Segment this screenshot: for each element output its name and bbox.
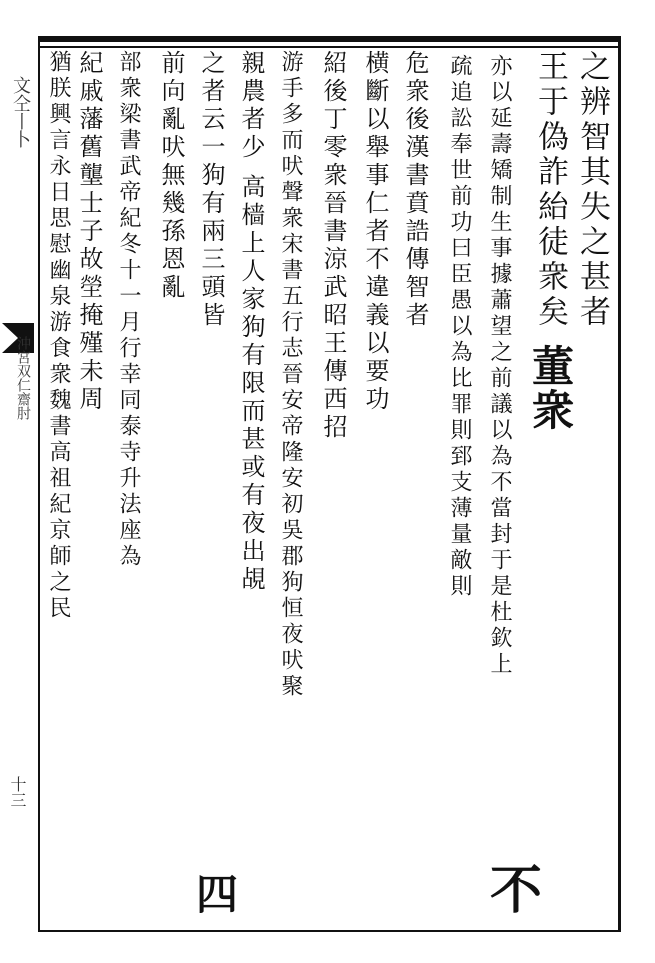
text-column bbox=[318, 50, 348, 442]
page-border-top-inner bbox=[38, 46, 620, 48]
text-column bbox=[276, 50, 304, 700]
page-border-top bbox=[38, 36, 620, 42]
note-text: 高樯上人家狗有限而甚或有夜出覘 bbox=[237, 173, 265, 594]
text-column bbox=[400, 50, 430, 330]
text-column bbox=[196, 50, 226, 330]
column-text: 游手多而吠聲衆宋書五行志晉安帝隆安初吳郡狗恒夜吠聚 bbox=[278, 50, 303, 700]
column-text: 部衆梁書武帝紀冬十一月行幸同泰寺升法座為 bbox=[116, 50, 141, 570]
text-column bbox=[445, 54, 473, 600]
page-border-left bbox=[38, 36, 40, 932]
page-border-right bbox=[618, 36, 621, 932]
column-text: 之辨智其失之甚者 bbox=[574, 50, 610, 330]
gutter-page-number: 十三 bbox=[8, 776, 27, 808]
column-text: 紹後丁零衆晉書涼武昭王傳西招 bbox=[319, 50, 347, 442]
column-text: 亦以延壽矯制生事據蕭望之前議以為不當封于是杜欽上 bbox=[487, 54, 512, 678]
page-gutter bbox=[0, 36, 36, 932]
column-text: 危衆後漢書賁誥傳智者 bbox=[401, 50, 429, 330]
text-column bbox=[156, 50, 186, 302]
column-text: 疏追訟奉世前功曰臣愚以為比罪則郅支薄量敵則 bbox=[447, 54, 472, 600]
column-text: 横斷以舉事仁者不違義以要功 bbox=[361, 50, 389, 414]
column-text: 猶朕興言永日思慰幽泉游食衆魏書高祖紀京師之民 bbox=[46, 50, 71, 622]
text-column bbox=[236, 50, 266, 594]
headword: 董衆 bbox=[526, 343, 575, 432]
text-column bbox=[526, 50, 575, 432]
text-column bbox=[44, 50, 72, 622]
gutter-book-title: 沖宮双仁齋肘 bbox=[15, 336, 31, 420]
text-column bbox=[114, 50, 142, 570]
column-text: 王于偽詐紿徒衆矣 bbox=[532, 50, 568, 330]
bottom-mark-bu: 不 bbox=[490, 860, 543, 921]
gutter-title: 文仝丨卜 bbox=[10, 76, 31, 148]
bottom-mark-si: 四 bbox=[196, 870, 239, 919]
column-text: 之者云一狗有兩三頭皆 bbox=[197, 50, 225, 330]
text-column bbox=[485, 54, 513, 678]
text-column bbox=[360, 50, 390, 414]
page-border-bottom bbox=[38, 930, 620, 932]
column-text: 紀戚藩舊壟士子故塋掩殣未周 bbox=[75, 50, 103, 414]
text-column bbox=[572, 50, 612, 330]
column-text: 前向亂吠無幾孫恩亂 bbox=[157, 50, 185, 302]
column-text: 親農者少 bbox=[237, 50, 265, 162]
text-column bbox=[74, 50, 104, 414]
